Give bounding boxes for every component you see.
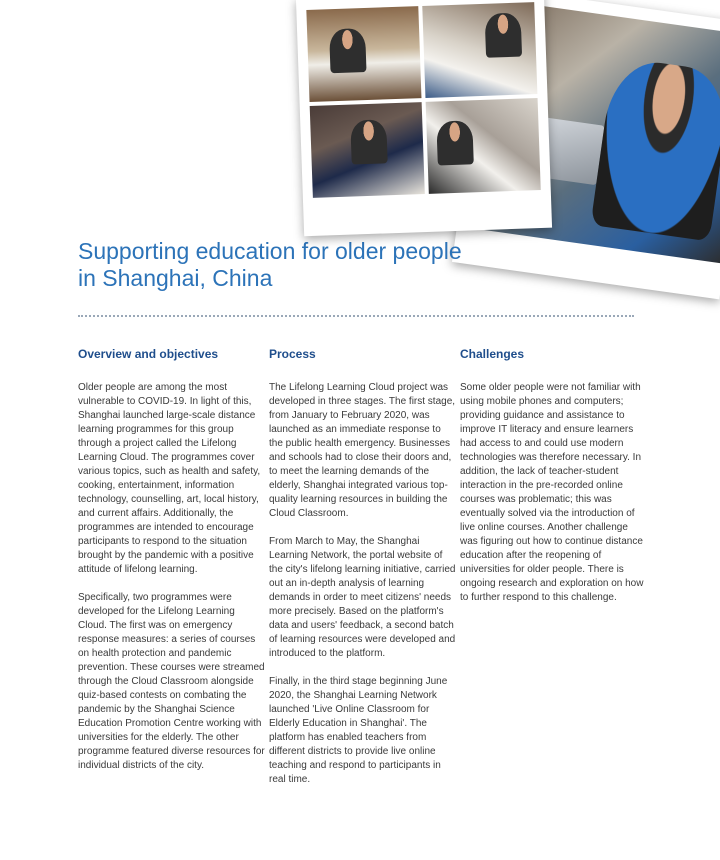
column-paragraph: Finally, in the third stage beginning June 2020, the Shanghai Learning Network launched 'Live Online Classroom for Elderly Education in Shanghai'. The platform has enabled teachers from different districts to provide live online teaching and respond to participants in real time.: [269, 676, 448, 785]
column-process: [269, 346, 457, 801]
column-heading: Overview and objectives: [78, 347, 219, 361]
page-title: [78, 238, 478, 292]
column-paragraph: The Lifelong Learning Cloud project was developed in three stages. The first stage, from January to February 2020, was launched as an immediate response to the public health emergency. Businesses and schools had to close their doors and, to meet the learning demands of the elderly, Shanghai integrated various top-quality learning resources in building the Cloud Classroom.: [269, 382, 456, 519]
column-paragraph: Older people are among the most vulnerable to COVID-19. In light of this, Shanghai launched large-scale distance learning programmes for this group through a project called the Lifelong Learning Cloud. The programmes cover various topics, such as health and safety, cooking, entertainment, information technology, counselling, art, local history, and current affairs. Additionally, the programmes are intended to encourage participants to respond to the situation brought by the pandemic with a positive attitude of lifelong learning.: [78, 382, 261, 575]
dotted-divider: [78, 315, 634, 317]
column-paragraph: Some older people were not familiar with using mobile phones and computers; providing guidance and assistance to improve IT literacy and ensure learners had access to and could use modern technologies was therefore necessary. In addition, the lack of teacher-student interaction in the pre-recorded online courses was problematic; this was eventually solved via the introduction of live online courses. Another challenge was figuring out how to continue distance education after the reopening of universities for older people. There is ongoing research and exploration on how to further respond to this challenge.: [460, 382, 644, 603]
column-paragraph: Specifically, two programmes were developed for the Lifelong Learning Cloud. The first was on emergency response measures: a series of courses on health protection and pandemic prevention. These courses were streamed through the Cloud Classroom alongside quiz-based contests on combating the pandemic by the Shanghai Science Education Promotion Centre working with universities for the elderly. The other programme featured diverse resources for individual districts of the city.: [78, 592, 265, 771]
collage-tile-brush-painting: [422, 2, 537, 98]
collage-tile-painting-table: [306, 6, 421, 102]
painter-figure: [436, 120, 474, 165]
page-title-line-2: in Shanghai, China: [78, 265, 273, 291]
column-heading: Process: [269, 347, 316, 361]
collage-tile-tablet-lesson: [426, 98, 541, 194]
painting-collage-photo: [296, 0, 552, 236]
column-overview: [78, 346, 266, 787]
page-title-line-1: Supporting education for older people: [78, 238, 462, 264]
painter-figure: [329, 28, 367, 73]
collage-grid: [306, 2, 540, 198]
column-challenges: [460, 346, 648, 619]
painter-figure: [485, 13, 523, 58]
column-paragraph: From March to May, the Shanghai Learning Network, the portal website of the city's lifelong learning initiative, carried out an in-depth analysis of learning demands in order to meet citizens' needs more precisely. Based on the platform's data and users' feedback, a second batch of learning resources were developed and introduced to the platform.: [269, 536, 456, 659]
learner-figure: [590, 56, 720, 241]
column-heading: Challenges: [460, 347, 525, 361]
collage-tile-seated-painter: [310, 102, 425, 198]
painter-figure: [350, 119, 388, 164]
